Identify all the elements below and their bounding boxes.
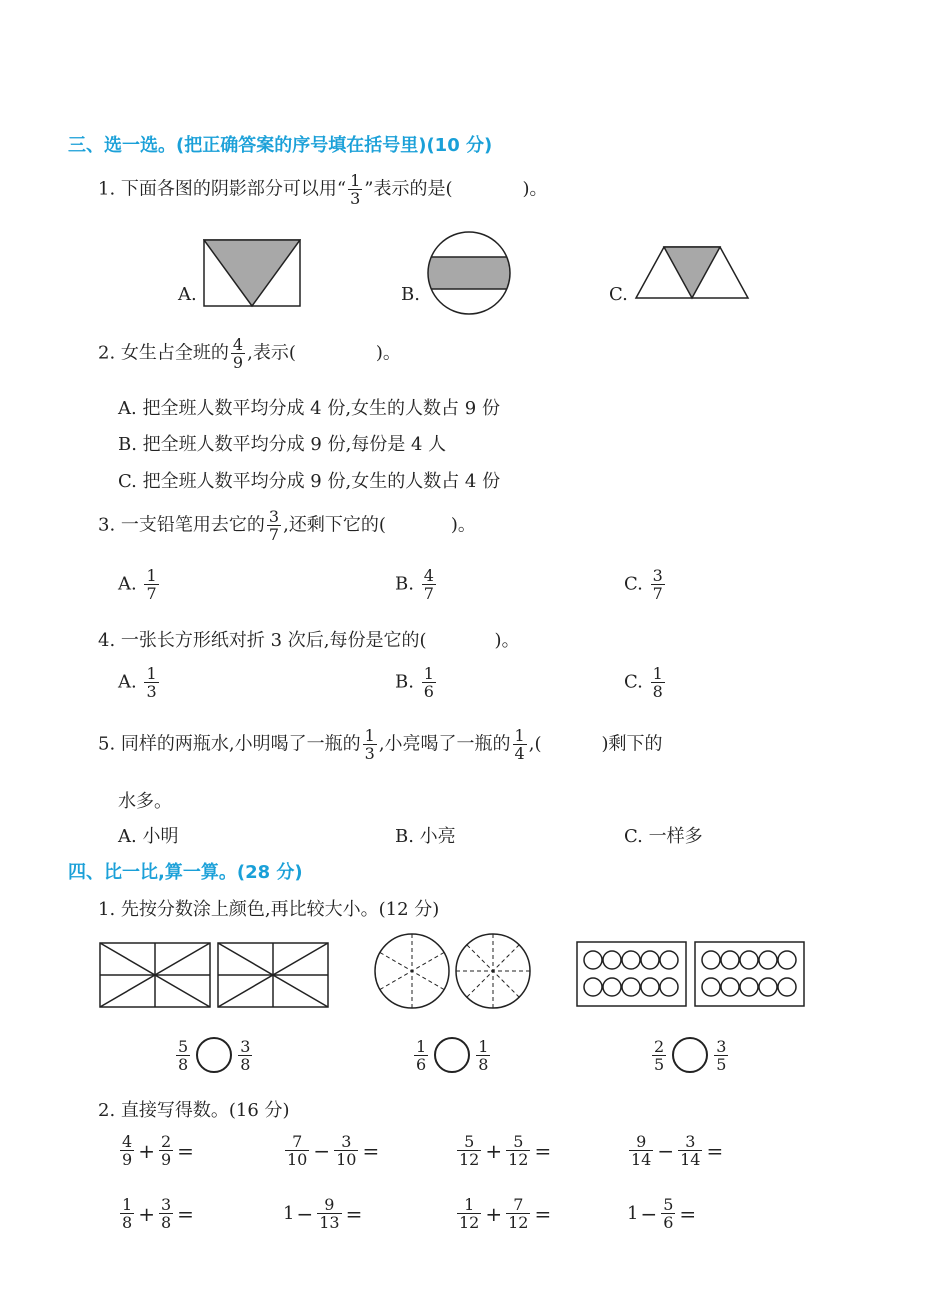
r2c2-equals: =: [345, 1201, 363, 1226]
q3-frac-num: 3: [268, 507, 280, 526]
calc-r2-4[interactable]: [627, 1196, 698, 1231]
q4-opt-a-label: A.: [118, 671, 137, 693]
r1c1-a-den: 9: [122, 1150, 133, 1169]
r2c4-equals: =: [679, 1201, 697, 1226]
cmp2-a: [414, 1038, 428, 1073]
r1c1-b-num: 2: [160, 1132, 172, 1151]
r2c3-a-num: 1: [464, 1195, 475, 1214]
q5-option-b[interactable]: B. 小亮: [395, 826, 456, 847]
r2c4-b: [661, 1196, 675, 1231]
q4-option-c[interactable]: [624, 665, 667, 700]
r1c2-b-den: 10: [336, 1150, 357, 1169]
q3-option-c[interactable]: [624, 567, 667, 602]
q4-opt-c-label: C.: [624, 671, 643, 693]
r2c4-whole: 1: [627, 1203, 639, 1224]
r2c1-b-den: 8: [160, 1213, 172, 1232]
q4-opt-a-den: 3: [146, 682, 157, 701]
r1c2-equals: =: [362, 1138, 380, 1163]
r1c1-op: +: [138, 1138, 155, 1163]
compare-circle-2[interactable]: [434, 1037, 470, 1073]
cmp1-b-den: 8: [240, 1054, 251, 1074]
cmp1-a: [176, 1038, 190, 1073]
q4-opt-b-den: 6: [423, 682, 434, 701]
r2c4-op: −: [640, 1201, 658, 1226]
q5-option-c[interactable]: C. 一样多: [624, 826, 703, 847]
q1-option-a[interactable]: A.: [178, 284, 197, 305]
q4-option-a[interactable]: [118, 665, 161, 700]
q1-frac-num: 1: [350, 171, 361, 190]
cmp2-b-num: 1: [478, 1036, 489, 1056]
r1c1-equals: =: [177, 1138, 194, 1163]
q3-prefix: 3. 一支铅笔用去它的: [98, 514, 265, 536]
q3-opt-a-num: 1: [146, 566, 157, 585]
question-3: [98, 508, 476, 543]
q2-end: )。: [375, 342, 401, 364]
q3-opt-c-frac: [651, 567, 665, 602]
calc-r1-2[interactable]: [283, 1133, 381, 1168]
r1c4-b-num: 3: [685, 1132, 696, 1151]
cmp3-b-den: 5: [716, 1054, 727, 1074]
r1c3-a-num: 5: [464, 1132, 475, 1151]
r2c2-whole: 1: [283, 1203, 295, 1224]
q3-end: )。: [450, 514, 476, 536]
q5-frac2-den: 4: [514, 744, 525, 763]
q5-fraction-2: [513, 727, 527, 762]
r2c1-a-num: 1: [122, 1195, 133, 1214]
q4-opt-b-label: B.: [395, 671, 414, 693]
r2c1-equals: =: [177, 1201, 194, 1226]
r2c3-a-den: 12: [459, 1213, 480, 1232]
q4-opt-c-num: 1: [652, 664, 663, 683]
q1-end: )。: [522, 178, 548, 200]
r1c4-a-den: 14: [631, 1150, 652, 1169]
q4-end: )。: [494, 630, 520, 651]
calc-r2-3[interactable]: [455, 1196, 553, 1231]
q5-line-2: 水多。: [118, 791, 172, 812]
cmp2-b-den: 8: [478, 1054, 489, 1074]
figure-dot-boxes[interactable]: [575, 940, 807, 1008]
q5-frac1-num: 1: [364, 726, 375, 745]
r1c3-b-den: 12: [508, 1150, 529, 1169]
section-3-title: 三、选一选。(把正确答案的序号填在括号里)(10 分): [68, 135, 493, 156]
q3-option-b[interactable]: [395, 567, 438, 602]
question-1: [98, 172, 548, 207]
q5-frac1-den: 3: [364, 744, 375, 763]
r2c3-equals: =: [534, 1201, 552, 1226]
r2c3-op: +: [485, 1201, 503, 1226]
r2c2-b-den: 13: [319, 1213, 340, 1232]
r1c3-a: [457, 1133, 481, 1168]
q4-text: 4. 一张长方形纸对折 3 次后,每份是它的(: [98, 630, 427, 651]
q1-option-b[interactable]: B.: [401, 284, 420, 305]
r2c3-b-den: 12: [508, 1213, 529, 1232]
q4-opt-c-den: 8: [652, 682, 663, 701]
q4-opt-b-frac: [422, 665, 436, 700]
figure-circles[interactable]: [372, 930, 534, 1012]
q5-suffix: ,(: [528, 733, 542, 755]
q3-opt-c-num: 3: [652, 566, 663, 585]
r1c3-b-num: 5: [513, 1132, 524, 1151]
q3-opt-b-label: B.: [395, 573, 414, 595]
r2c4-b-num: 5: [663, 1195, 674, 1214]
calc-r1-3[interactable]: [455, 1133, 553, 1168]
compare-circle-1[interactable]: [196, 1037, 232, 1073]
cmp3-a-num: 2: [654, 1036, 665, 1056]
r1c3-a-den: 12: [459, 1150, 480, 1169]
compare-circle-3[interactable]: [672, 1037, 708, 1073]
q3-opt-a-label: A.: [118, 573, 137, 595]
q3-opt-b-den: 7: [423, 584, 434, 603]
cmp3-b: [714, 1038, 728, 1073]
r1c2-a-den: 10: [287, 1150, 308, 1169]
r2c4-b-den: 6: [663, 1213, 674, 1232]
q4-opt-c-frac: [651, 665, 665, 700]
cmp1-a-num: 5: [178, 1036, 189, 1056]
calc-r2-1[interactable]: [118, 1196, 196, 1231]
question-4: [98, 626, 520, 652]
r1c1-b: [159, 1133, 173, 1168]
r1c2-b: [334, 1133, 358, 1168]
q3-frac-den: 7: [268, 525, 280, 544]
r1c1-a-num: 4: [122, 1132, 133, 1151]
figure-b-circle: [424, 230, 514, 316]
r2c1-a: [120, 1196, 134, 1231]
q5-frac2-num: 1: [514, 726, 525, 745]
r1c4-a: [629, 1133, 653, 1168]
r2c3-a: [457, 1196, 481, 1231]
q2-option-a[interactable]: A. 把全班人数平均分成 4 份,女生的人数占 9 份: [118, 398, 500, 419]
comparison-1: [174, 1037, 254, 1073]
q1-fraction: [348, 172, 362, 207]
s4-question-1: 1. 先按分数涂上颜色,再比较大小。(12 分): [98, 899, 440, 920]
cmp3-a: [652, 1038, 666, 1073]
q2-frac-den: 9: [232, 353, 244, 372]
r2c3-b-num: 7: [513, 1195, 524, 1214]
q1-suffix: ”表示的是(: [364, 178, 453, 200]
q4-opt-a-num: 1: [146, 664, 157, 683]
question-5: [98, 727, 663, 762]
r2c1-a-den: 8: [122, 1213, 133, 1232]
r1c1-a: [120, 1133, 134, 1168]
q2-prefix: 2. 女生占全班的: [98, 342, 229, 364]
cmp2-a-den: 6: [416, 1054, 427, 1074]
q2-option-b[interactable]: B. 把全班人数平均分成 9 份,每份是 4 人: [118, 434, 447, 455]
q4-opt-a-frac: [144, 665, 158, 700]
calc-r2-2[interactable]: [283, 1196, 364, 1231]
cmp2-a-num: 1: [416, 1036, 427, 1056]
r2c2-op: −: [296, 1201, 314, 1226]
q4-option-b[interactable]: [395, 665, 438, 700]
q3-option-a[interactable]: [118, 567, 161, 602]
q3-opt-c-label: C.: [624, 573, 643, 595]
q1-option-c[interactable]: C.: [609, 284, 628, 305]
r1c2-a: [285, 1133, 309, 1168]
cmp3-a-den: 5: [654, 1054, 665, 1074]
figure-rectangles[interactable]: [99, 941, 331, 1009]
figure-a-rectangle: [203, 238, 301, 308]
figure-c-trapezoid: [634, 244, 750, 300]
r1c4-a-num: 9: [636, 1132, 647, 1151]
q5-fraction-1: [363, 727, 377, 762]
cmp3-b-num: 3: [716, 1036, 727, 1056]
q5-option-a[interactable]: A. 小明: [118, 826, 179, 847]
q2-option-c[interactable]: C. 把全班人数平均分成 9 份,女生的人数占 4 份: [118, 471, 501, 492]
r1c2-a-num: 7: [292, 1132, 303, 1151]
s4-question-2: 2. 直接写得数。(16 分): [98, 1100, 290, 1121]
r1c4-b-den: 14: [680, 1150, 701, 1169]
cmp1-b-num: 3: [240, 1036, 251, 1056]
calc-r1-4[interactable]: [627, 1133, 725, 1168]
q2-frac-num: 4: [232, 335, 244, 354]
cmp1-b: [238, 1038, 252, 1073]
r2c1-op: +: [138, 1201, 155, 1226]
r2c2-b-num: 9: [324, 1195, 335, 1214]
q3-opt-a-frac: [144, 567, 158, 602]
q3-opt-a-den: 7: [146, 584, 157, 603]
question-2: [98, 336, 401, 371]
r1c2-op: −: [313, 1138, 331, 1163]
r2c3-b: [506, 1196, 530, 1231]
r1c3-b: [506, 1133, 530, 1168]
q2-fraction: [231, 336, 245, 371]
cmp1-a-den: 8: [178, 1054, 189, 1074]
r2c2-b: [317, 1196, 341, 1231]
section-4-title: 四、比一比,算一算。(28 分): [68, 862, 303, 883]
q4-opt-b-num: 1: [423, 664, 434, 683]
q3-fraction: [267, 508, 281, 543]
q5-mid: ,小亮喝了一瓶的: [378, 733, 511, 755]
q5-prefix: 5. 同样的两瓶水,小明喝了一瓶的: [98, 733, 361, 755]
q5-end: )剩下的: [601, 733, 663, 755]
q3-opt-b-frac: [422, 567, 436, 602]
r1c2-b-num: 3: [341, 1132, 352, 1151]
comparison-2: [412, 1037, 492, 1073]
comparison-3: [650, 1037, 730, 1073]
r1c4-op: −: [657, 1138, 675, 1163]
calc-r1-1[interactable]: [118, 1133, 196, 1168]
r1c3-op: +: [485, 1138, 503, 1163]
q1-frac-den: 3: [350, 189, 361, 208]
r1c3-equals: =: [534, 1138, 552, 1163]
q1-prefix: 1. 下面各图的阴影部分可以用“: [98, 178, 347, 200]
r2c1-b: [159, 1196, 173, 1231]
q3-opt-b-num: 4: [423, 566, 434, 585]
r2c1-b-num: 3: [160, 1195, 172, 1214]
r1c4-b: [678, 1133, 702, 1168]
q3-opt-c-den: 7: [652, 584, 663, 603]
q2-suffix: ,表示(: [247, 342, 296, 364]
r1c1-b-den: 9: [160, 1150, 172, 1169]
q3-suffix: ,还剩下它的(: [283, 514, 386, 536]
r1c4-equals: =: [706, 1138, 724, 1163]
cmp2-b: [476, 1038, 490, 1073]
